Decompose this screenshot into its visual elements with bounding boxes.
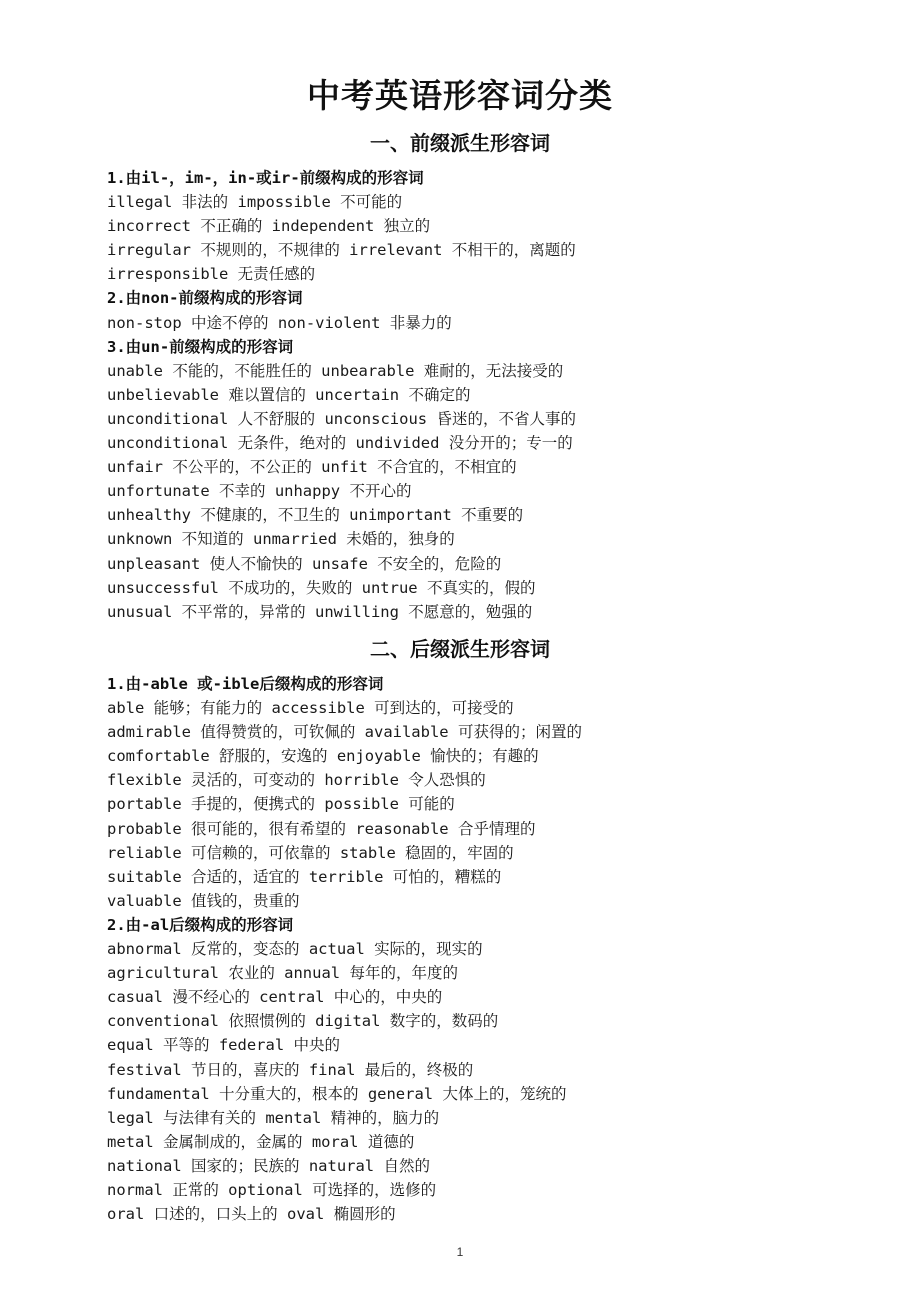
- vocab-line: valuable 值钱的，贵重的: [107, 891, 300, 910]
- vocab-line: non-stop 中途不停的 non-violent 非暴力的: [107, 313, 452, 332]
- vocab-line: incorrect 不正确的 independent 独立的: [107, 217, 431, 236]
- page-number: 1: [456, 1245, 464, 1259]
- vocab-line: agricultural 农业的 annual 每年的，年度的: [107, 964, 458, 983]
- subheading: 1.由-able 或-ible后缀构成的形容词: [107, 675, 384, 693]
- vocab-line: festival 节日的，喜庆的 final 最后的，终极的: [107, 1060, 474, 1079]
- document-title: 中考英语形容词分类: [307, 76, 613, 115]
- vocab-line: unconditional 人不舒服的 unconscious 昏迷的，不省人事的: [107, 409, 576, 428]
- section-heading: 一、前缀派生形容词: [370, 131, 550, 155]
- section-heading: 二、后缀派生形容词: [370, 637, 550, 661]
- subheading: 2.由-al后缀构成的形容词: [107, 915, 294, 934]
- subheading: 3.由un-前缀构成的形容词: [107, 337, 294, 356]
- vocab-line: unknown 不知道的 unmarried 未婚的，独身的: [107, 530, 455, 549]
- vocab-line: unbelievable 难以置信的 uncertain 不确定的: [107, 385, 471, 404]
- vocab-line: national 国家的；民族的 natural 自然的: [107, 1156, 430, 1175]
- vocab-line: abnormal 反常的，变态的 actual 实际的，现实的: [107, 940, 483, 959]
- vocab-line: conventional 依照惯例的 digital 数字的，数码的: [107, 1012, 499, 1031]
- vocab-line: probable 很可能的，很有希望的 reasonable 合乎情理的: [107, 819, 536, 838]
- vocab-line: illegal 非法的 impossible 不可能的: [107, 193, 403, 212]
- vocab-line: comfortable 舒服的，安逸的 enjoyable 愉快的；有趣的: [107, 747, 539, 766]
- vocab-line: legal 与法律有关的 mental 精神的，脑力的: [107, 1108, 440, 1127]
- vocab-line: unconditional 无条件，绝对的 undivided 没分开的；专一的: [107, 434, 573, 453]
- vocab-line: flexible 灵活的，可变动的 horrible 令人恐惧的: [107, 771, 486, 790]
- vocab-line: casual 漫不经心的 central 中心的，中央的: [107, 988, 443, 1007]
- vocab-line: irregular 不规则的，不规律的 irrelevant 不相干的，离题的: [107, 241, 576, 260]
- section-prefix-adjectives: [107, 128, 827, 624]
- vocab-line: able 能够；有能力的 accessible 可到达的，可接受的: [107, 699, 514, 718]
- subheading: 2.由non-前缀构成的形容词: [107, 289, 303, 308]
- section-suffix-adjectives: [107, 634, 827, 1226]
- vocab-line: suitable 合适的，适宜的 terrible 可怕的，糟糕的: [107, 867, 502, 886]
- vocab-line: unfair 不公平的，不公正的 unfit 不合宜的，不相宜的: [107, 458, 517, 477]
- vocab-line: equal 平等的 federal 中央的: [107, 1036, 340, 1055]
- vocab-line: oral 口述的，口头上的 oval 椭圆形的: [107, 1205, 396, 1224]
- vocab-line: unhealthy 不健康的，不卫生的 unimportant 不重要的: [107, 506, 524, 525]
- vocab-line: fundamental 十分重大的，根本的 general 大体上的，笼统的: [107, 1084, 567, 1103]
- vocab-line: reliable 可信赖的，可依靠的 stable 稳固的，牢固的: [107, 843, 514, 862]
- vocab-line: unable 不能的，不能胜任的 unbearable 难耐的，无法接受的: [107, 361, 564, 380]
- vocab-line: unusual 不平常的，异常的 unwilling 不愿意的，勉强的: [107, 602, 533, 621]
- subheading: 1.由il-，im-，in-或ir-前缀构成的形容词: [107, 169, 424, 187]
- vocab-line: metal 金属制成的，金属的 moral 道德的: [107, 1132, 415, 1151]
- vocab-line: portable 手提的，便携式的 possible 可能的: [107, 795, 455, 814]
- vocab-line: unfortunate 不幸的 unhappy 不开心的: [107, 482, 412, 501]
- vocab-line: unsuccessful 不成功的，失败的 untrue 不真实的，假的: [107, 578, 536, 597]
- vocab-line: irresponsible 无责任感的: [107, 265, 316, 284]
- vocab-line: normal 正常的 optional 可选择的，选修的: [107, 1180, 437, 1199]
- vocab-line: unpleasant 使人不愉快的 unsafe 不安全的，危险的: [107, 554, 502, 573]
- vocab-line: admirable 值得赞赏的，可钦佩的 available 可获得的；闲置的: [107, 723, 582, 742]
